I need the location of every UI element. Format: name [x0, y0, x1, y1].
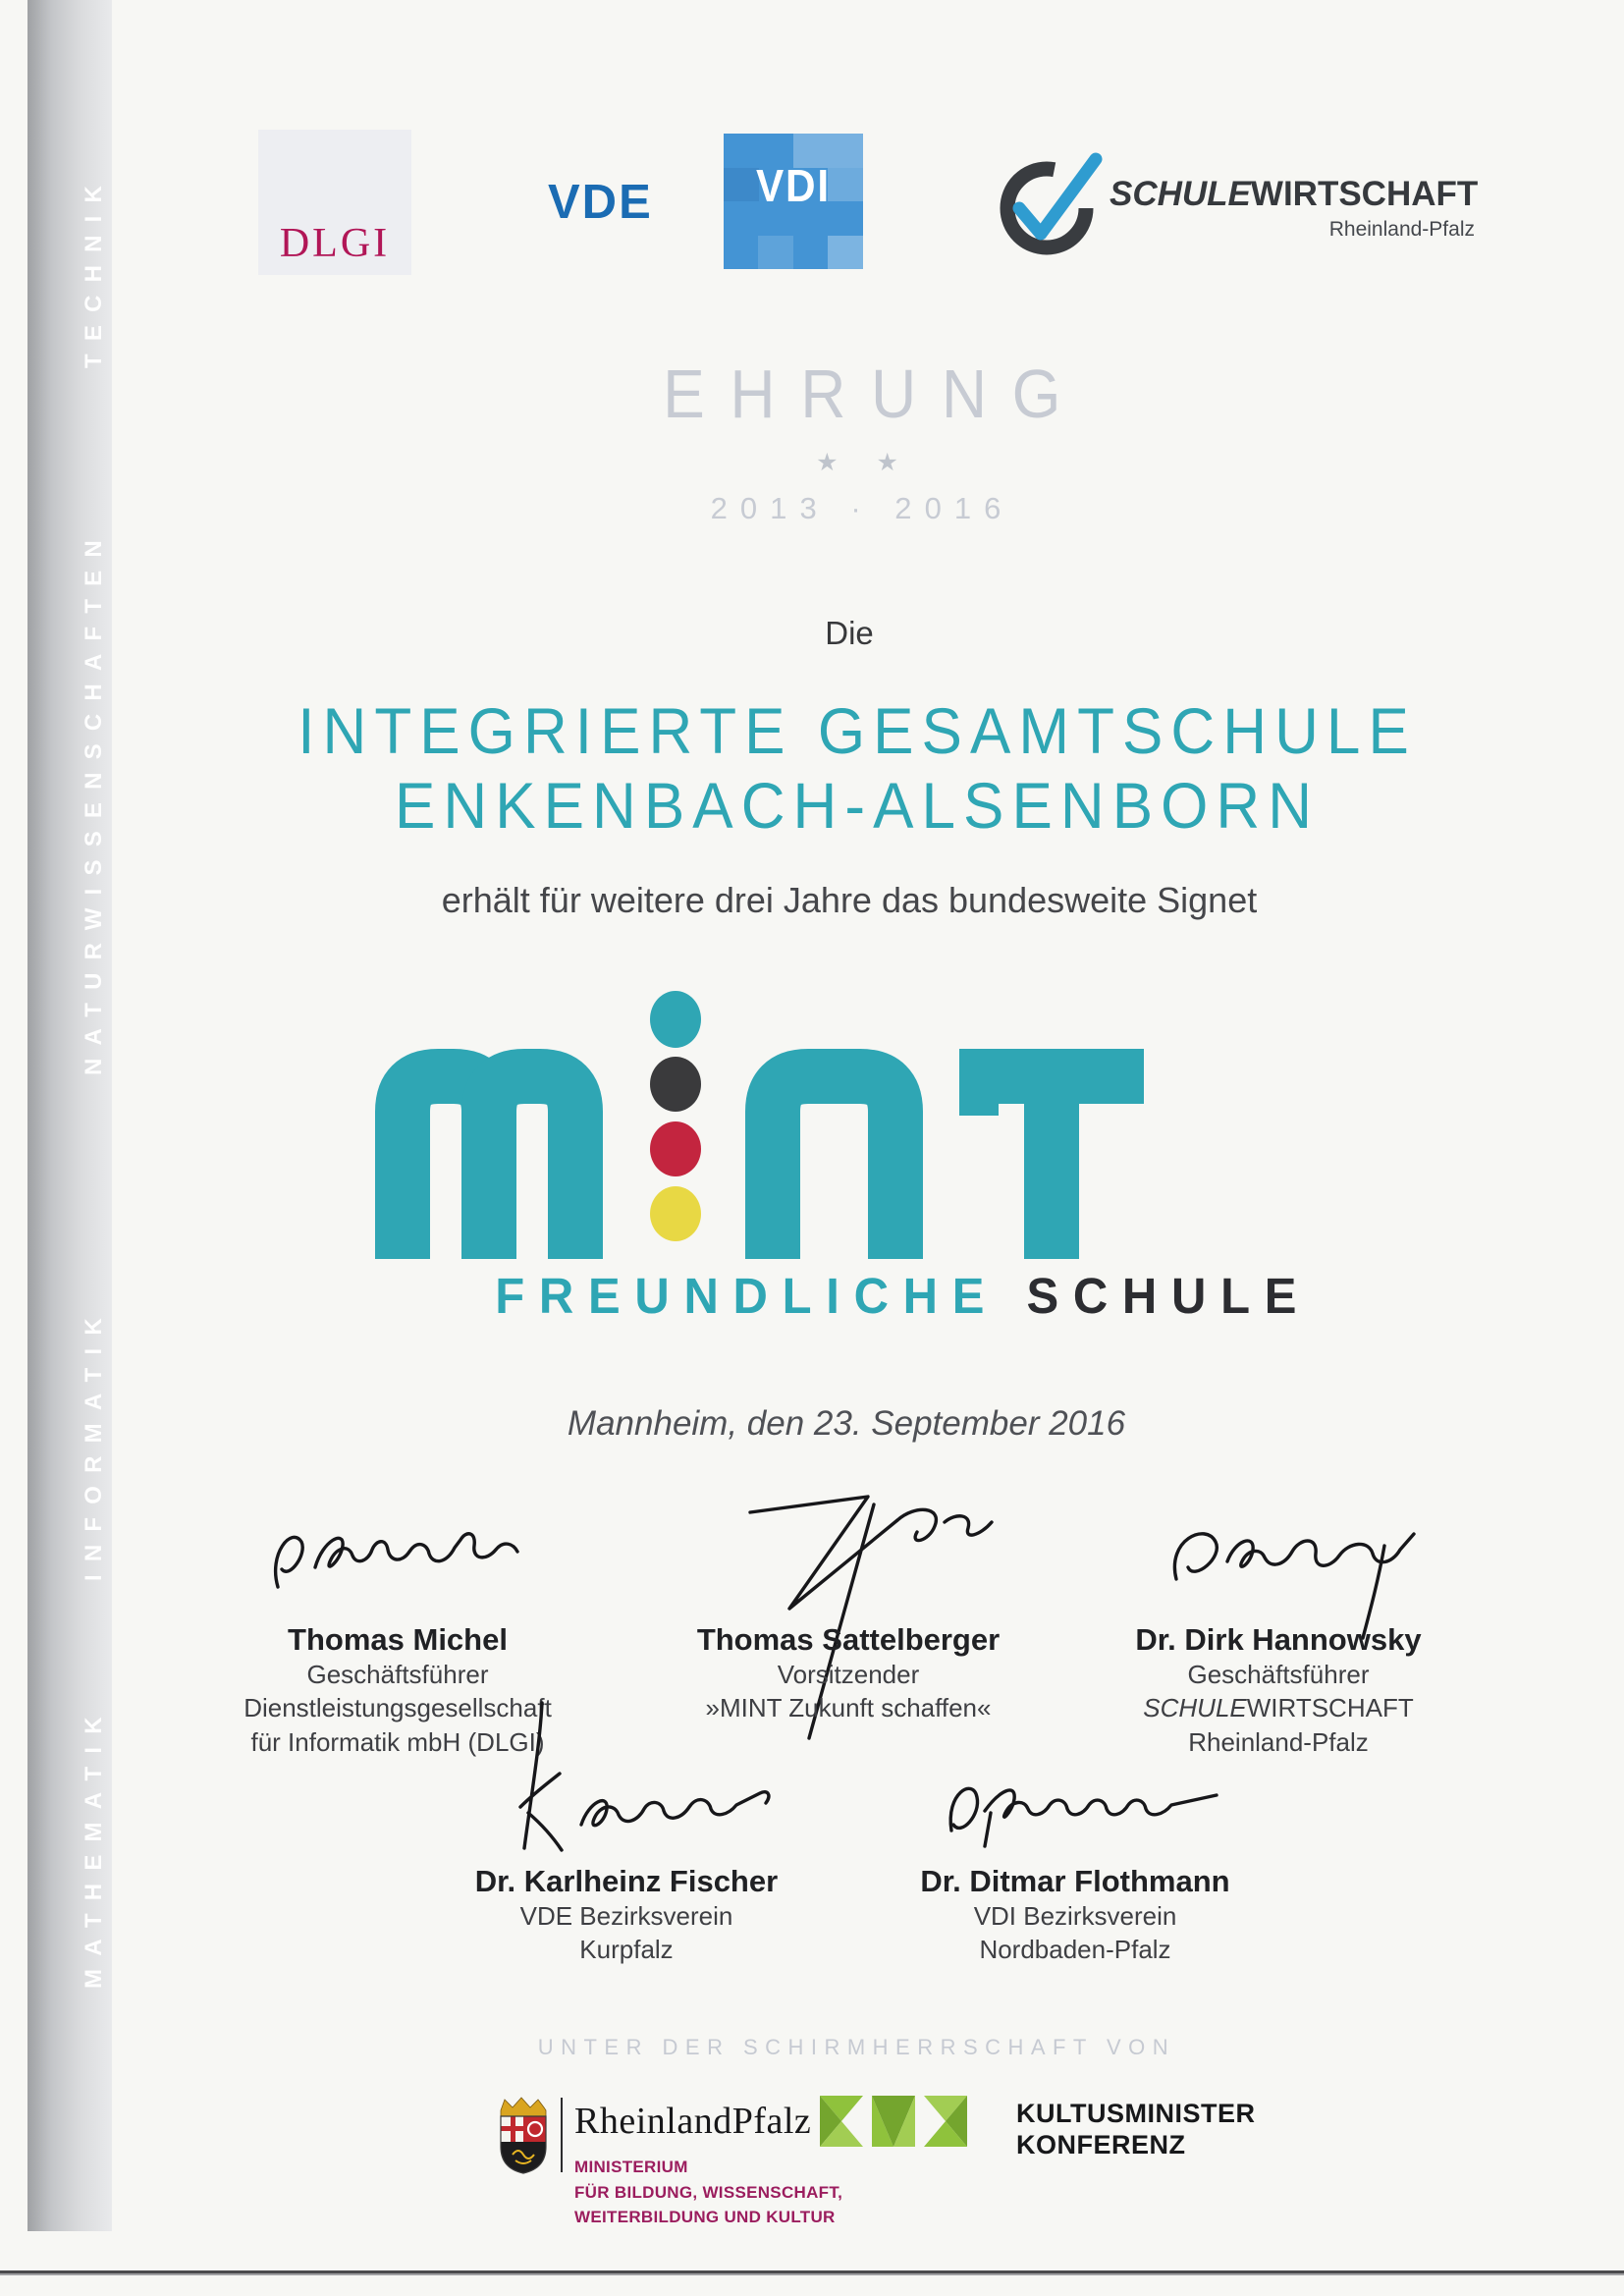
vdi-logo: [724, 134, 863, 269]
mint-letter-m: [489, 1076, 575, 1259]
dateline: Mannheim, den 23. September 2016: [567, 1404, 1126, 1443]
rheinland-pfalz-logo: [496, 2096, 843, 2243]
mint-dot-red: [650, 1121, 701, 1176]
rlp-ministry-line: MINISTERIUM: [574, 2158, 688, 2176]
signatory-sattelberger: [637, 1493, 1059, 1725]
kmk-line2: KONFERENZ: [1016, 2130, 1186, 2160]
kmk-logo: [820, 2094, 1272, 2172]
dlgi-logo-label: DLGI: [279, 221, 391, 266]
patronage-heading: UNTER DER SCHIRMHERRSCHAFT VON: [537, 2035, 1176, 2059]
schulewirtschaft-check-circle-icon: [994, 149, 1104, 259]
michel-signature: [250, 1504, 545, 1620]
signatory-name: Thomas Michel: [288, 1622, 508, 1657]
flothmann-signature: [918, 1768, 1232, 1862]
school-name-line2: ENKENBACH-ALSENBORN: [394, 770, 1321, 844]
mint-logo: [365, 986, 1146, 1259]
signatory-role-italic-part: SCHULE: [1143, 1693, 1247, 1723]
vertical-word-naturwissenschaften: NATURWISSENSCHAFTEN: [81, 527, 107, 1075]
schulewirtschaft-logo: [994, 149, 1485, 267]
signatory-flothmann: [864, 1768, 1286, 1967]
rlp-ministry-line: FÜR BILDUNG, WISSENSCHAFT,: [574, 2182, 843, 2202]
rlp-ministry-line: WEITERBILDUNG UND KULTUR: [574, 2208, 836, 2226]
signatory-michel: [187, 1504, 609, 1759]
mint-dot-black: [650, 1057, 701, 1112]
honor-title: EHRUNG: [663, 355, 1087, 432]
mint-letter-n: [773, 1076, 895, 1259]
school-name-line1: INTEGRIERTE GESAMTSCHULE: [298, 695, 1417, 769]
left-scan-strip: [27, 0, 112, 2231]
signatory-role: [1067, 1691, 1489, 1724]
signatory-hannowsky: [1067, 1510, 1489, 1759]
signet-wordmark: [152, 1268, 1624, 1326]
rlp-ministry-lines: [574, 2155, 842, 2230]
signet-word-freundliche: FREUNDLICHE: [495, 1268, 1000, 1325]
rlp-divider-line: [561, 2098, 563, 2172]
signatory-role: »MINT Zukunft schaffen«: [705, 1693, 992, 1723]
schulewirtschaft-wordmark: [1110, 175, 1478, 214]
kmk-line1: KULTUSMINISTER: [1016, 2099, 1256, 2128]
signatory-role: Kurpfalz: [579, 1935, 674, 1965]
honor-stars: ★ ★: [816, 449, 914, 476]
signatory-name: Dr. Karlheinz Fischer: [474, 1864, 779, 1898]
signatory-role: VDE Bezirksverein: [519, 1901, 733, 1931]
vertical-word-mathematik: MATHEMATIK: [81, 1704, 107, 1989]
dlgi-logo: [258, 130, 411, 275]
mint-letter-t-nub: [959, 1102, 999, 1116]
intro-word: Die: [825, 615, 874, 651]
signet-word-schule: SCHULE: [1026, 1268, 1312, 1325]
honor-years: 2013 · 2016: [710, 491, 1014, 525]
vdi-mosaic-tile: [828, 236, 863, 269]
signatory-role: Vorsitzender: [777, 1660, 920, 1689]
signatory-name: Dr. Dirk Hannowsky: [1135, 1622, 1422, 1657]
award-statement: erhält für weitere drei Jahre das bundesweite Signet: [441, 880, 1258, 920]
signatory-role-rest-part: WIRTSCHAFT: [1246, 1693, 1414, 1723]
signatory-role: Geschäftsführer: [306, 1660, 489, 1689]
signatory-role: Geschäftsführer: [1187, 1660, 1370, 1689]
signatory-fischer: [415, 1764, 838, 1967]
scan-edge-line-light: [0, 2273, 1624, 2275]
vde-logo: VDE: [548, 176, 653, 229]
schulewirtschaft-part2: WIRTSCHAFT: [1250, 175, 1479, 213]
vertical-word-technik: TECHNIK: [81, 172, 107, 368]
rheinland-pfalz-coat-of-arms-icon: [496, 2096, 553, 2176]
mint-dot-yellow: [650, 1186, 701, 1241]
kmk-triangles-icon: [820, 2096, 967, 2151]
signatory-name: Dr. Ditmar Flothmann: [920, 1864, 1230, 1898]
schulewirtschaft-region: Rheinland-Pfalz: [1328, 218, 1475, 241]
schulewirtschaft-part1: SCHULE: [1110, 175, 1251, 213]
signatory-role: VDI Bezirksverein: [973, 1901, 1177, 1931]
rlp-wordmark: RheinlandPfalz: [574, 2101, 812, 2142]
signatory-role: Nordbaden-Pfalz: [979, 1935, 1171, 1965]
fischer-signature: [479, 1764, 774, 1862]
mint-letter-t-stem: [1024, 1049, 1079, 1259]
signatory-role: Dienstleistungsgesellschaft: [244, 1693, 552, 1723]
vdi-logo-label: VDI: [755, 160, 832, 211]
signatory-name: Thomas Sattelberger: [696, 1622, 1001, 1657]
vertical-word-informatik: INFORMATIK: [81, 1305, 107, 1581]
vdi-mosaic-tile: [758, 236, 793, 269]
signatory-role: Rheinland-Pfalz: [1188, 1726, 1369, 1757]
sattelberger-signature: [691, 1493, 1005, 1620]
signatory-role: für Informatik mbH (DLGI): [250, 1726, 545, 1757]
kmk-wordmark: [1016, 2098, 1256, 2161]
hannowsky-signature: [1131, 1510, 1426, 1620]
mint-dot-teal: [650, 991, 701, 1048]
